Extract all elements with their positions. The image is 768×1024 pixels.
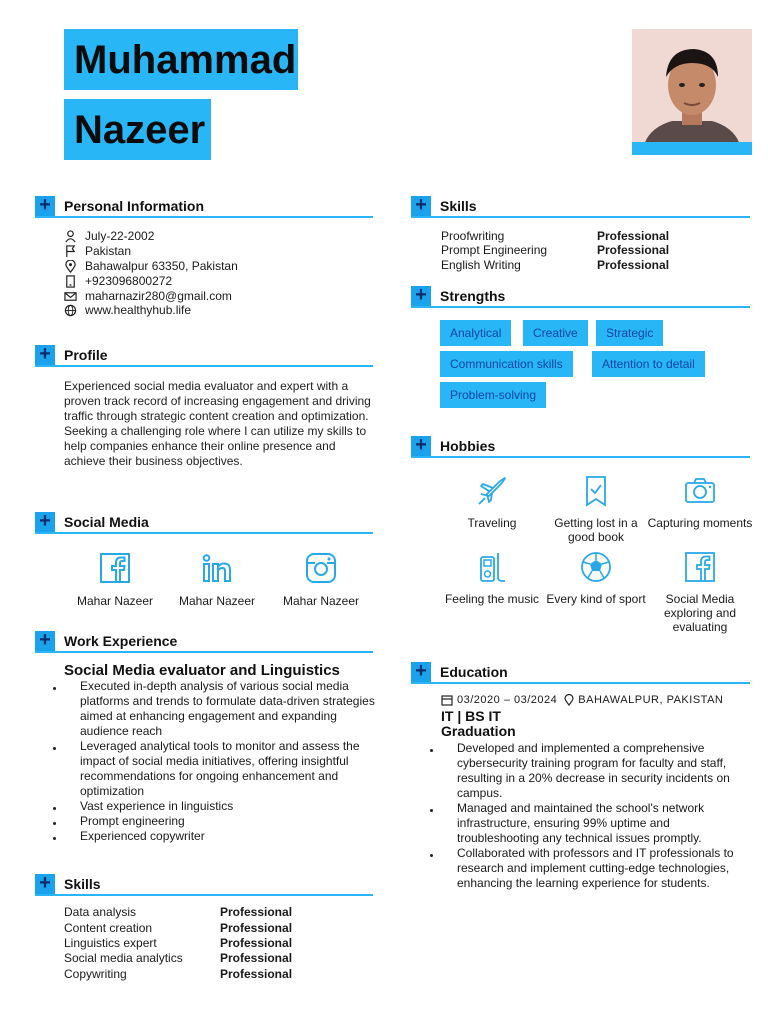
envelope-icon — [64, 290, 77, 303]
social-linkedin[interactable] — [167, 552, 267, 608]
job-title: Social Media evaluator and Linguistics — [64, 662, 340, 679]
last-name: Nazeer — [74, 107, 206, 152]
education-location: BAHAWALPUR, PAKISTAN — [578, 694, 724, 706]
education-degree: IT | BS IT — [441, 708, 501, 724]
hobby-item — [437, 474, 547, 530]
hobby-item — [645, 474, 755, 530]
education-bullets — [457, 741, 752, 891]
section-title: Education — [440, 664, 508, 680]
section-social-media — [35, 512, 373, 534]
social-label: Mahar Nazeer — [282, 594, 360, 608]
list-item: Prompt engineering — [80, 814, 375, 829]
last-name-box — [64, 99, 211, 160]
section-title: Strengths — [440, 288, 506, 304]
info-phone: +923096800272 — [64, 274, 172, 288]
plus-icon: + — [35, 631, 55, 651]
skill-row: Linguistics expert Professional — [64, 936, 293, 950]
social-facebook[interactable] — [65, 552, 165, 608]
hobby-label: Traveling — [467, 516, 517, 530]
strength-tag: Analytical — [440, 320, 511, 346]
globe-icon — [64, 304, 77, 317]
music-player-icon — [475, 550, 509, 584]
skill-row: Proofwriting Professional — [441, 229, 670, 243]
list-item: Managed and maintained the school's network infrastructure, ensuring 99% uptime and troubleshooting any technical issues promptly. — [457, 801, 752, 846]
hobby-item — [541, 550, 651, 606]
list-item: Vast experience in linguistics — [80, 799, 375, 814]
social-label: Mahar Nazeer — [178, 594, 256, 608]
person-icon — [64, 230, 77, 243]
section-title: Skills — [440, 198, 477, 214]
section-profile — [35, 345, 373, 367]
section-title: Skills — [64, 876, 101, 892]
hobby-item — [437, 550, 547, 606]
hobby-label: Every kind of sport — [546, 592, 646, 606]
section-personal-information — [35, 196, 373, 218]
list-item: Collaborated with professors and IT professionals to research and implement cutting-edge technologies, enhancing the learning experience for students. — [457, 846, 752, 891]
plus-icon: + — [35, 345, 55, 365]
facebook-icon — [683, 550, 717, 584]
instagram-icon — [305, 552, 337, 584]
plus-icon: + — [35, 874, 55, 894]
section-title: Profile — [64, 347, 108, 363]
info-address: Bahawalpur 63350, Pakistan — [64, 259, 238, 273]
list-item: Executed in-depth analysis of various social media platforms and trends to formulate data-driven strategies aimed at enhancing engagement and expanding audience reach — [80, 679, 375, 738]
facebook-icon — [99, 552, 131, 584]
plus-icon: + — [411, 286, 431, 306]
list-item: Leveraged analytical tools to monitor and assess the impact of social media initiatives, offering insightful recommendations for ongoing enhancement and optimization — [80, 739, 375, 799]
calendar-icon — [441, 694, 453, 706]
strength-tag: Problem-solving — [440, 382, 546, 408]
plus-icon: + — [411, 436, 431, 456]
profile-text: Experienced social media evaluator and expert with a proven track record of increasing engagement and driving traffic through strategic content creation and optimization. Seeking a challenging role where I can utilize my skills to help companies enhance their online presence and achieve their business objectives. — [64, 379, 371, 468]
social-label: Mahar Nazeer — [76, 594, 154, 608]
skill-row: Content creation Professional — [64, 921, 293, 935]
bookmark-icon — [579, 474, 613, 508]
section-skills-right — [411, 196, 750, 218]
plus-icon: + — [411, 662, 431, 682]
strength-tag: Creative — [523, 320, 588, 346]
strength-tag: Strategic — [596, 320, 663, 346]
flag-icon — [64, 245, 77, 258]
education-subtitle: Graduation — [441, 723, 516, 739]
list-item: Developed and implemented a comprehensive cybersecurity training program for faculty and staff, resulting in a 20% decrease in security incidents on campus. — [457, 741, 752, 801]
airplane-icon — [475, 474, 509, 508]
section-education — [411, 662, 750, 684]
strength-tag: Attention to detail — [592, 351, 705, 377]
section-hobbies — [411, 436, 750, 458]
plus-icon: + — [35, 512, 55, 532]
info-website: www.healthyhub.life — [64, 303, 191, 317]
skill-row: Prompt Engineering Professional — [441, 243, 670, 257]
phone-icon — [64, 275, 77, 288]
skill-row: Copywriting Professional — [64, 967, 293, 981]
info-email: maharnazir280@gmail.com — [64, 289, 232, 303]
person-portrait-icon — [632, 29, 752, 155]
education-dates: 03/2020 – 03/2024 — [457, 694, 558, 706]
hobby-label: Getting lost in a good book — [554, 516, 638, 544]
list-item: Experienced copywriter — [80, 829, 375, 844]
plus-icon: + — [35, 196, 55, 216]
linkedin-icon — [201, 552, 233, 584]
location-pin-icon — [64, 260, 77, 273]
section-skills-left — [35, 874, 373, 896]
camera-icon — [683, 474, 717, 508]
first-name: Muhammad — [74, 37, 297, 82]
profile-photo — [632, 29, 752, 155]
strength-tag: Communication skills — [440, 351, 573, 377]
work-bullets — [80, 679, 375, 844]
info-birthdate: July-22-2002 — [64, 229, 154, 243]
section-title: Work Experience — [64, 633, 178, 649]
plus-icon: + — [411, 196, 431, 216]
hobby-item — [645, 550, 755, 634]
hobby-label: Feeling the music — [444, 592, 540, 606]
first-name-box — [64, 29, 298, 90]
info-country: Pakistan — [64, 244, 131, 258]
section-title: Personal Information — [64, 198, 205, 214]
education-meta — [441, 694, 723, 706]
hobby-item — [541, 474, 651, 544]
skill-row: Data analysis Professional — [64, 905, 293, 919]
section-title: Social Media — [64, 514, 149, 530]
social-instagram[interactable] — [271, 552, 371, 608]
photo-accent-bar — [632, 142, 752, 155]
section-work-experience — [35, 631, 373, 653]
skill-row: English Writing Professional — [441, 258, 670, 272]
soccer-ball-icon — [579, 550, 613, 584]
hobby-label: Social Media exploring and evaluating — [663, 592, 737, 634]
section-strengths — [411, 286, 750, 308]
section-title: Hobbies — [440, 438, 496, 454]
skill-row: Social media analytics Professional — [64, 951, 293, 965]
hobby-label: Capturing moments — [647, 516, 753, 530]
location-pin-icon — [563, 694, 575, 706]
